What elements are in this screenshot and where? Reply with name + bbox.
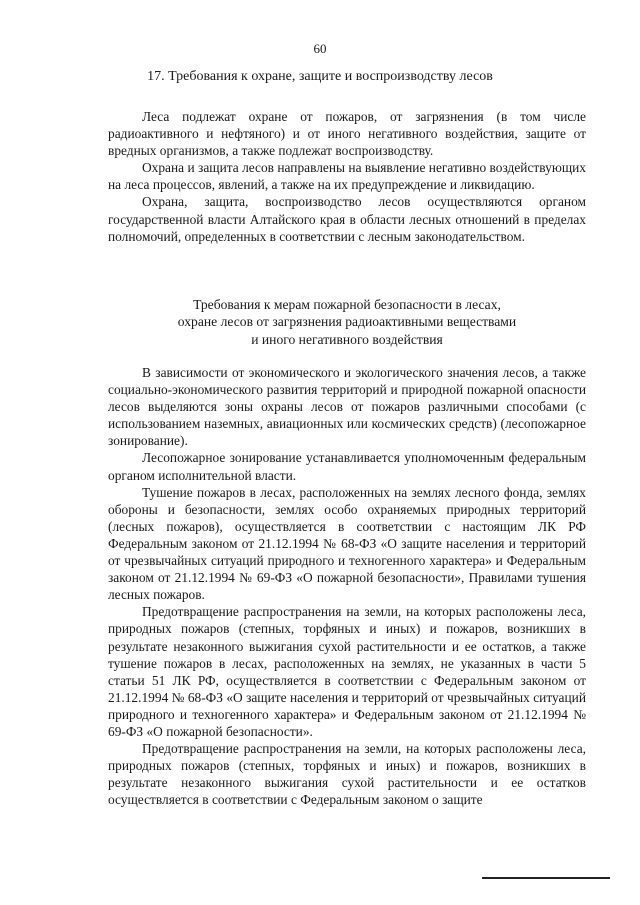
subheading-fire-safety <box>108 296 586 348</box>
body-section <box>108 364 586 808</box>
body-paragraph-3: Тушение пожаров в лесах, расположенных на землях лесного фонда, землях обороны и безопасности, землях особо охраняемых природных территорий (лесных пожаров), осуществляется в соответствии с настоящим ЛК РФ Федеральным законом от 21.12.1994 № 68-ФЗ «О защите населения и территорий от чрезвычайных ситуаций природного и техногенного характера» и Федеральным законом от 21.12.1994 № 69-ФЗ «О пожарной безопасности», Правилами тушения лесных пожаров. <box>108 484 586 603</box>
subheading-line-1: Требования к мерам пожарной безопасности в лесах, <box>193 297 501 312</box>
body-paragraph-5: Предотвращение распространения на земли, на которых расположены леса, природных пожаров (степных, торфяных и иных) и пожаров, возникших в результате незаконного выжигания сухой растительности и ее остатков осуществляется в соответствии с Федеральным законом о защите <box>108 741 586 808</box>
body-paragraph-4: Предотвращение распространения на земли, на которых расположены леса, природных пожаров (степных, торфяных и иных) и пожаров, возникших в результате незаконного выжигания сухой растительности и ее остатков, а также тушение пожаров в лесах, расположенных на землях, не указанных в части 5 статьи 51 ЛК РФ, осуществляется в соответствии с Федеральным законом от 21.12.1994 № 68-ФЗ «О защите населения и территорий от чрезвычайных ситуаций природного и техногенного характера» и Федеральным законом от 21.12.1994 № 69-ФЗ «О пожарной безопасности». <box>108 604 586 739</box>
body-paragraph-2: Лесопожарное зонирование устанавливается уполномоченным федеральным органом исполнительной власти. <box>108 450 586 483</box>
section-title: 17. Требования к охране, защите и воспроизводству лесов <box>147 69 493 84</box>
subheading-line-3: и иного негативного воздействия <box>251 331 443 347</box>
body-paragraph-1: В зависимости от экономического и экологического значения лесов, а также социально-экономического развития территорий и природной пожарной опасности лесов выделяются зоны охраны лесов от пожаров различными способами (с использованием наземных, авиационных или космических средств) (лесопожарное зонирование). <box>108 365 586 449</box>
page-number: 60 <box>313 41 327 56</box>
intro-paragraph-2: Охрана и защита лесов направлены на выявление негативно воздействующих на леса процессов, явлений, а также на их предупреждение и ликвидацию. <box>108 160 586 193</box>
intro-section <box>108 108 586 245</box>
bottom-rule-divider <box>482 877 610 879</box>
intro-paragraph-1: Леса подлежат охране от пожаров, от загрязнения (в том числе радиоактивного и нефтяного) и от иного негативного воздействия, защите от вредных организмов, а также подлежат воспроизводству. <box>108 109 586 159</box>
subheading-line-2: охране лесов от загрязнения радиоактивными веществами <box>177 314 517 330</box>
intro-paragraph-3: Охрана, защита, воспроизводство лесов осуществляются органом государственной власти Алтайского края в области лесных отношений в пределах полномочий, определенных в соответствии с лесным законодательством. <box>108 194 586 244</box>
